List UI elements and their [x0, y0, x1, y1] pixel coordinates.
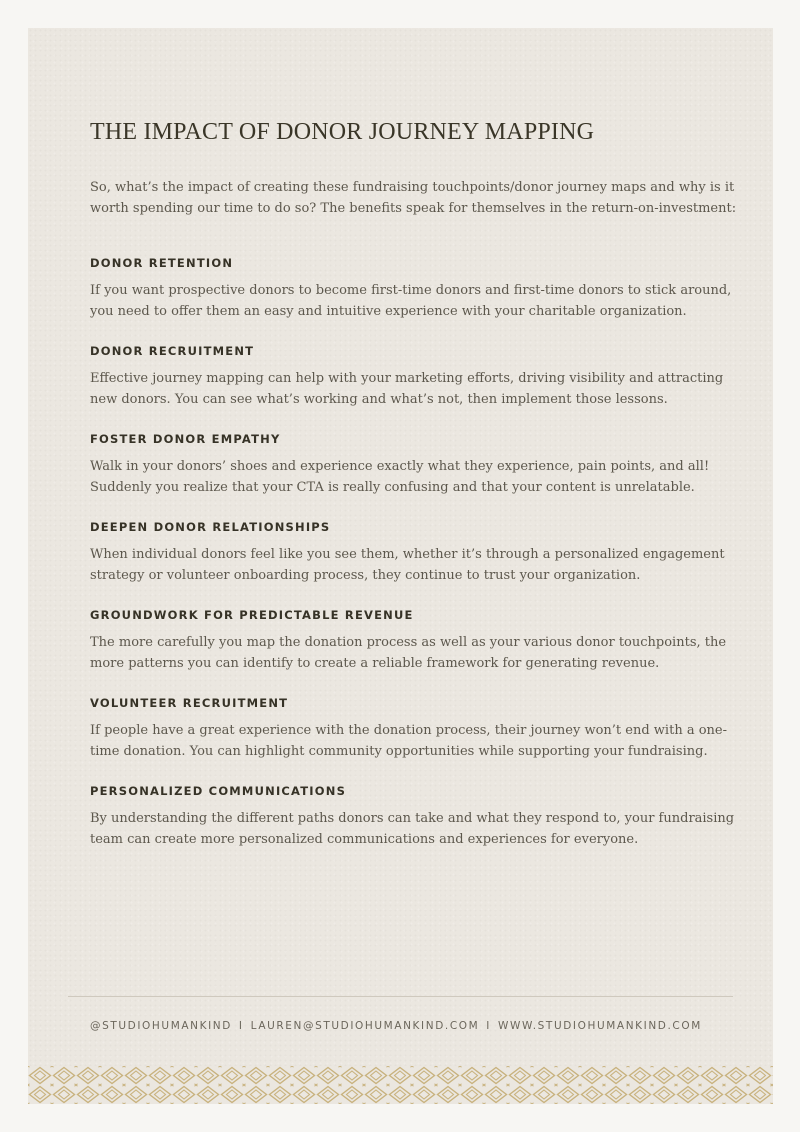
intro-paragraph: So, what’s the impact of creating these fundraising touchpoints/donor journey maps and why is it worth spending our time to do so? The benefits speak for themselves in the return-on-investment:: [90, 180, 737, 216]
benefits-list: [90, 255, 740, 871]
section-heading: VOLUNTEER RECRUITMENT: [90, 696, 289, 710]
social-handle-link[interactable]: @STUDIOHUMANKIND: [90, 1020, 232, 1032]
section-heading: DEEPEN DONOR RELATIONSHIPS: [90, 520, 331, 534]
section-heading: DONOR RETENTION: [90, 256, 234, 270]
section-body: By understanding the different paths donors can take and what they respond to, your fundraising team can create more personalized communications and experiences for everyone.: [90, 811, 735, 847]
section-body: Effective journey mapping can help with your marketing efforts, driving visibility and attracting new donors. You can see what’s working and what’s not, then implement those lessons.: [90, 371, 724, 407]
section-deepen-donor-relationships: [90, 519, 740, 586]
section-body: If people have a great experience with the donation process, their journey won’t end with a one-time donation. You can highlight community opportunities while supporting your fundraising.: [90, 723, 727, 759]
decorative-pattern-band: [28, 1066, 773, 1104]
section-donor-recruitment: [90, 343, 740, 410]
section-heading: FOSTER DONOR EMPATHY: [90, 432, 281, 446]
document-page: [28, 28, 773, 1104]
section-donor-retention: [90, 255, 740, 322]
pattern-diamonds: [28, 1066, 773, 1104]
diamond-pattern-icon: [28, 1066, 773, 1104]
footer-divider: [68, 996, 733, 997]
section-body: Walk in your donors’ shoes and experience exactly what they experience, pain points, and all! Suddenly you realize that your CTA is really confusing and that your content is unrelatable.: [90, 459, 710, 495]
section-heading: DONOR RECRUITMENT: [90, 344, 255, 358]
footer-separator: I: [238, 1020, 244, 1032]
section-body: When individual donors feel like you see them, whether it’s through a personalized engagement strategy or volunteer onboarding process, they continue to trust your organization.: [90, 547, 725, 583]
section-body: The more carefully you map the donation process as well as your various donor touchpoints, the more patterns you can identify to create a reliable framework for generating revenue.: [90, 635, 727, 671]
footer-separator: I: [486, 1020, 491, 1032]
section-groundwork-predictable-revenue: [90, 607, 740, 674]
section-volunteer-recruitment: [90, 695, 740, 762]
footer-contact: [90, 1020, 730, 1032]
page-title: THE IMPACT OF DONOR JOURNEY MAPPING: [90, 119, 595, 145]
website-link[interactable]: WWW.STUDIOHUMANKIND.COM: [497, 1020, 702, 1032]
section-heading: PERSONALIZED COMMUNICATIONS: [90, 784, 347, 798]
section-heading: GROUNDWORK FOR PREDICTABLE REVENUE: [90, 608, 414, 622]
section-body: If you want prospective donors to become first-time donors and first-time donors to stick around, you need to offer them an easy and intuitive experience with your charitable organization.: [90, 283, 732, 319]
email-link[interactable]: LAUREN@STUDIOHUMANKIND.COM: [250, 1020, 480, 1032]
section-personalized-communications: [90, 783, 740, 850]
section-foster-donor-empathy: [90, 431, 740, 498]
